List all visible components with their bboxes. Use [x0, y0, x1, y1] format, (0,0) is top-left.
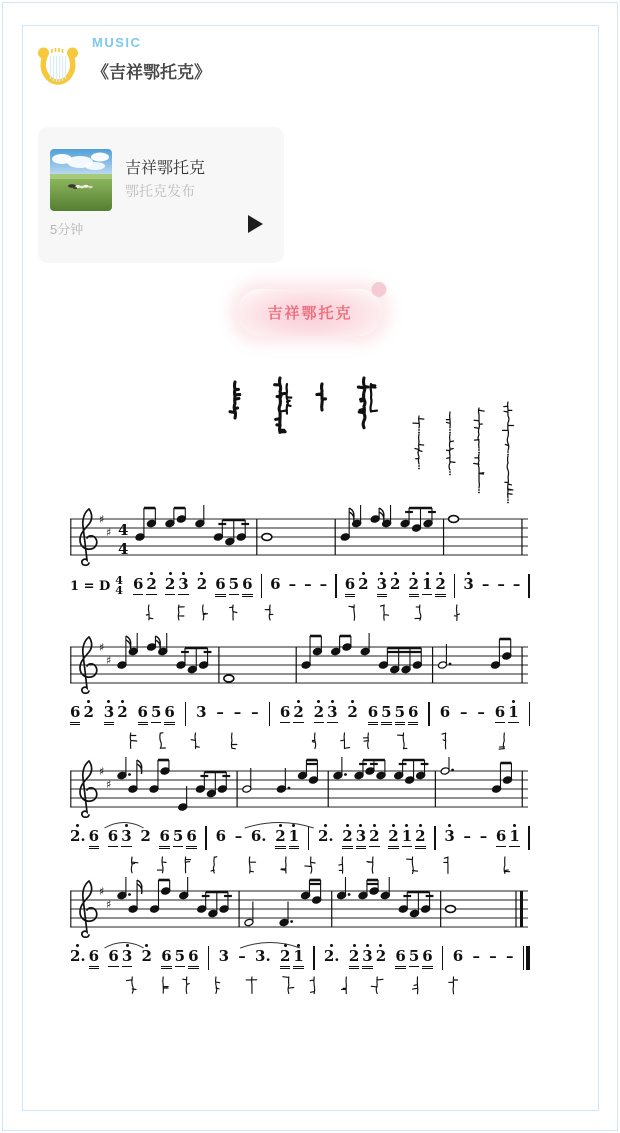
track-duration: 5分钟 [50, 222, 84, 237]
score-system-3 [70, 757, 530, 884]
jianpu-notation-line-3: 2. 6 6 3 2 6 5 6 6 – 6. 2 1 2. 2 3 2 2 1 2 3 – – 6 1 [70, 823, 530, 853]
song-title-badge [237, 289, 382, 336]
svg-text:♯: ♯ [99, 885, 105, 898]
svg-text:♯: ♯ [106, 526, 112, 539]
svg-text:♯: ♯ [99, 513, 105, 526]
play-icon [248, 215, 263, 233]
track-title: 吉祥鄂托克 [125, 160, 206, 177]
score-system-1 [70, 505, 530, 632]
jianpu-notation-line-4: 2. 6 6 3 2 6 5 6 3 – 3. 2 1 2. 2 3 2 6 5 6 6 – – – [70, 943, 530, 973]
mongolian-song-title-and-credits [70, 370, 530, 520]
svg-text:♯: ♯ [99, 641, 105, 654]
jianpu-notation-line-2: 6 2 3 2 6 5 6 3 – – – 6 2 2 3 2 6 5 5 6 6 – – 6 1 [70, 699, 530, 729]
music-header [36, 33, 211, 91]
staff-notation-line-4 [70, 877, 530, 941]
sheet-music [70, 370, 530, 1050]
album-thumbnail [50, 149, 112, 211]
staff-notation-line-2 [70, 633, 530, 697]
svg-text:4: 4 [118, 521, 129, 539]
staff-notation-line-3 [70, 757, 530, 821]
svg-text:♯: ♯ [106, 898, 112, 911]
page-title: 《吉祥鄂托克》 [92, 63, 211, 82]
svg-text:♯: ♯ [99, 765, 105, 778]
score-system-4 [70, 877, 530, 1004]
track-publisher: 鄂托克发布 [125, 183, 195, 199]
svg-text:4: 4 [118, 540, 129, 558]
badge-label: 吉祥鄂托克 [267, 305, 353, 322]
audio-player-card[interactable] [38, 127, 284, 263]
lyre-icon [36, 43, 80, 91]
svg-text:♯: ♯ [106, 654, 112, 667]
grassland-artwork [50, 149, 112, 211]
mongolian-lyrics-line-1 [70, 602, 530, 632]
music-eyebrow-label: MUSIC [92, 35, 142, 50]
svg-text:♯: ♯ [106, 778, 112, 791]
play-button[interactable] [242, 211, 268, 237]
mongolian-lyrics-line-4 [70, 974, 530, 1004]
score-system-2 [70, 633, 530, 760]
jianpu-notation-line-1: 1 = D 4 4 6 2 2 3 2 6 5 6 6 – – – 6 2 3 2 2 1 2 3 – – – [70, 571, 530, 601]
badge-bubble-decoration [372, 282, 387, 297]
staff-notation-line-1 [70, 505, 530, 569]
key-signature-label: 1 = D 4 4 [70, 574, 123, 597]
mongolian-lyrics-line-2 [70, 730, 530, 760]
